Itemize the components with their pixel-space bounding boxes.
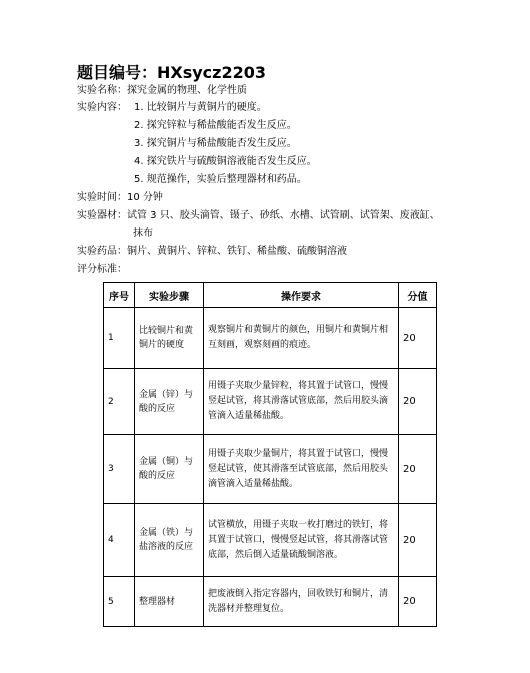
row-step: 金属（铜）与酸的反应 <box>135 435 204 504</box>
equipment-list: 实验器材：试管 3 只、胶头滴管、镊子、砂纸、水槽、试管刷、试管架、废液缸、 <box>77 210 440 221</box>
row-requirement: 把废液倒入指定容器内，回收铁钉和铜片，清洗器材并整理复位。 <box>204 577 399 627</box>
content-item-2: 2. 探究锌粒与稀盐酸能否发生反应。 <box>134 120 297 131</box>
chemicals-list: 实验药品：铜片、黄铜片、锌粒、铁钉、稀盐酸、硫酸铜溶液 <box>77 246 347 257</box>
table-row <box>104 435 437 504</box>
row-score: 20 <box>399 577 437 627</box>
scoring-table <box>103 282 437 627</box>
row-no: 5 <box>104 577 135 627</box>
row-requirement: 试管横放，用镊子夹取一枚打磨过的铁钉，将其置于试管口，慢慢竖起试管，将其滑落试管底部，然后倒入适量硫酸铜溶液。 <box>204 504 399 577</box>
question-number-title: 题目编号：HXsycz2203 <box>77 63 267 82</box>
content-item-5: 5. 规范操作，实验后整理器材和药品。 <box>134 174 307 185</box>
content-item-4: 4. 探究铁片与硫酸铜溶液能否发生反应。 <box>134 156 317 167</box>
row-step: 比较铜片和黄铜片的硬度 <box>135 308 204 369</box>
header-step: 实验步骤 <box>135 283 204 308</box>
header-no: 序号 <box>104 283 135 308</box>
table-header-row <box>104 283 437 308</box>
row-requirement: 观察铜片和黄铜片的颜色，用铜片和黄铜片相互刻画，观察刻画的痕迹。 <box>204 308 399 369</box>
table-row <box>104 308 437 369</box>
criteria-label: 评分标准： <box>77 264 127 275</box>
row-step: 金属（锌）与酸的反应 <box>135 369 204 435</box>
row-score: 20 <box>399 435 437 504</box>
row-step: 金属（铁）与盐溶液的反应 <box>135 504 204 577</box>
header-score: 分值 <box>399 283 437 308</box>
content-item-3: 3. 探究铜片与稀盐酸能否发生反应。 <box>134 138 297 149</box>
row-score: 20 <box>399 504 437 577</box>
row-score: 20 <box>399 308 437 369</box>
content-item-1: 1. 比较铜片与黄铜片的硬度。 <box>134 102 267 113</box>
row-no: 1 <box>104 308 135 369</box>
row-requirement: 用镊子夹取少量铜片，将其置于试管口，慢慢竖起试管，使其滑落至试管底部，然后用胶头滴管滴入适量稀盐酸。 <box>204 435 399 504</box>
table-row <box>104 504 437 577</box>
row-no: 3 <box>104 435 135 504</box>
experiment-name: 实验名称：探究金属的物理、化学性质 <box>77 85 247 96</box>
row-step: 整理器材 <box>135 577 204 627</box>
table-row <box>104 577 437 627</box>
content-label: 实验内容： <box>77 102 127 113</box>
experiment-time: 实验时间：10 分钟 <box>77 192 163 203</box>
row-no: 2 <box>104 369 135 435</box>
table-row <box>104 369 437 435</box>
equipment-list-cont: 抹布 <box>133 228 153 239</box>
header-requirement: 操作要求 <box>204 283 399 308</box>
row-requirement: 用镊子夹取少量锌粒，将其置于试管口，慢慢竖起试管，将其滑落试管底部，然后用胶头滴管滴入适量稀盐酸。 <box>204 369 399 435</box>
row-score: 20 <box>399 369 437 435</box>
row-no: 4 <box>104 504 135 577</box>
